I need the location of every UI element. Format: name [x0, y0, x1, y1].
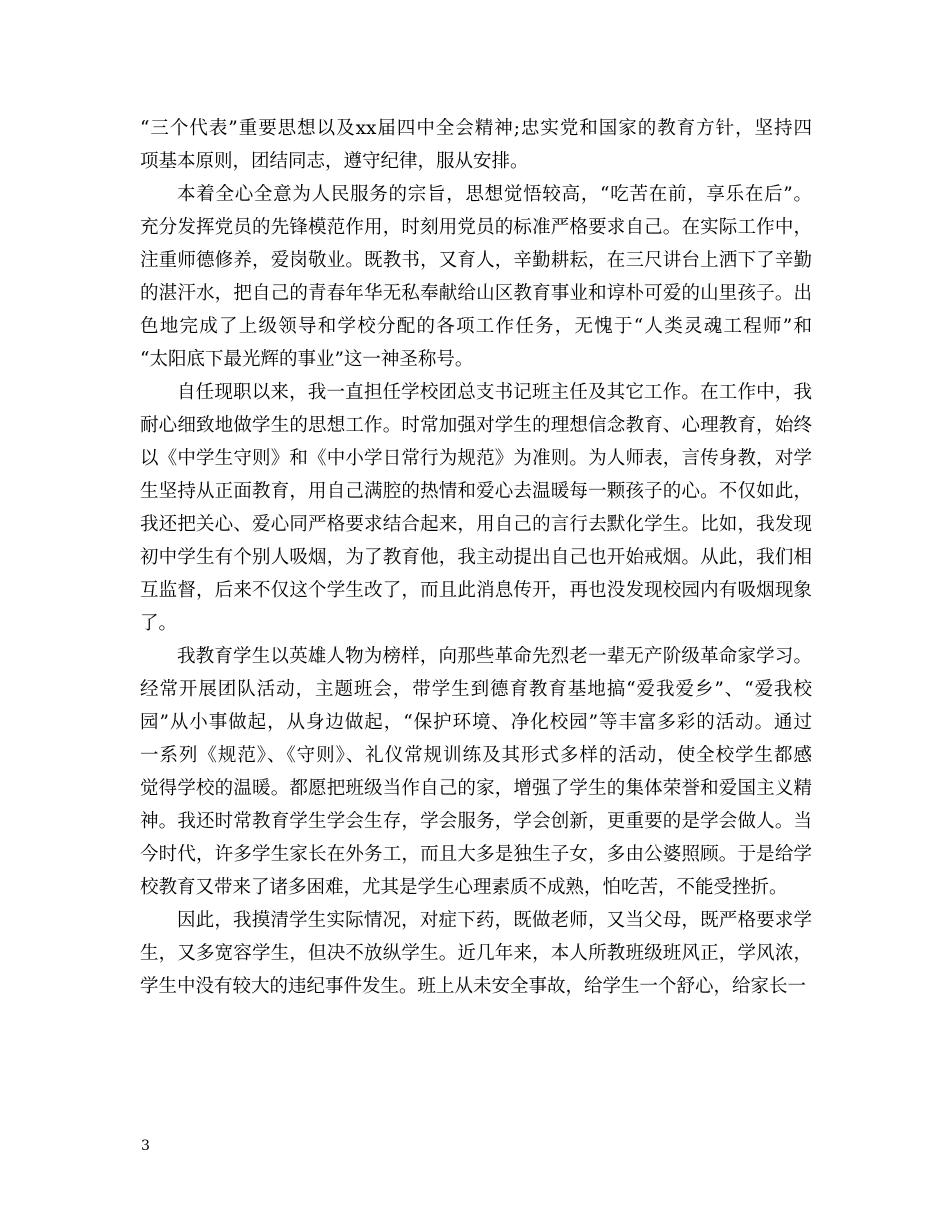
text-line: 觉得学校的温暖。都愿把班级当作自己的家，增强了学生的集体荣誉和爱国主义精: [140, 778, 812, 799]
text-line: 以《中学生守则》和《中小学日常行为规范》为准则。为人师表，言传身教，对学: [140, 448, 812, 469]
paragraph: [140, 112, 812, 178]
text-line: 一系列《规范》、《守则》、礼仪常规训练及其形式多样的活动，使全校学生都感: [140, 745, 812, 766]
text-line: 耐心细致地做学生的思想工作。时常加强对学生的理想信念教育、心理教育，始终: [140, 415, 812, 436]
text-line: 因此，我摸清学生实际情况，对症下药，既做老师，又当父母，既严格要求学: [177, 910, 812, 931]
text-line: 的湛汗水，把自己的青春年华无私奉献给山区教育事业和谆朴可爱的山里孩子。出: [140, 283, 812, 304]
text-line: 生坚持从正面教育，用自己满腔的热情和爱心去温暖每一颗孩子的心。不仅如此，: [140, 481, 812, 502]
text-line: 今时代，许多学生家长在外务工，而且大多是独生子女，多由公婆照顾。于是给学: [140, 844, 812, 865]
paragraph: [140, 178, 812, 376]
text-line: 注重师德修养，爱岗敬业。既教书，又育人，辛勤耕耘，在三尺讲台上洒下了辛勤: [140, 250, 812, 271]
document-body: [140, 112, 812, 1003]
text-line: 经常开展团队活动，主题班会，带学生到德育教育基地搞“爱我爱乡”、“爱我校: [140, 679, 812, 700]
text-line: “太阳底下最光辉的事业”这一神圣称号。: [140, 349, 474, 370]
text-line: 了。: [140, 613, 178, 634]
text-line: 生，又多宽容学生，但决不放纵学生。近几年来，本人所教班级班风正，学风浓，: [140, 943, 812, 964]
paragraph: [140, 904, 812, 1003]
text-line: 我教育学生以英雄人物为榜样，向那些革命先烈老一辈无产阶级革命家学习。: [177, 646, 812, 667]
text-line: 互监督，后来不仅这个学生改了，而且此消息传开，再也没发现校园内有吸烟现象: [140, 580, 812, 601]
text-line: 神。我还时常教育学生学会生存，学会服务，学会创新，更重要的是学会做人。当: [140, 811, 812, 832]
page-number: 3: [141, 1138, 150, 1154]
text-line: “三个代表”重要思想以及xx届四中全会精神;忠实党和国家的教育方针，坚持四: [140, 118, 812, 139]
text-line: 校教育又带来了诸多困难，尤其是学生心理素质不成熟，怕吃苦，不能受挫折。: [140, 877, 788, 898]
text-line: 我还把关心、爱心同严格要求结合起来，用自己的言行去默化学生。比如，我发现: [140, 514, 812, 535]
paragraph: [140, 376, 812, 640]
text-line: 充分发挥党员的先锋模范作用，时刻用党员的标准严格要求自己。在实际工作中，: [140, 217, 812, 238]
text-line: 自任现职以来，我一直担任学校团总支书记班主任及其它工作。在工作中，我: [177, 382, 812, 403]
text-line: 初中学生有个别人吸烟，为了教育他，我主动提出自己也开始戒烟。从此，我们相: [140, 547, 812, 568]
text-line: 本着全心全意为人民服务的宗旨，思想觉悟较高，“吃苦在前，享乐在后”。: [177, 184, 812, 205]
text-line: 园”从小事做起，从身边做起，“保护环境、净化校园”等丰富多彩的活动。通过: [140, 712, 812, 733]
paragraph: [140, 640, 812, 904]
text-line: 学生中没有较大的违纪事件发生。班上从未安全事故，给学生一个舒心，给家长一: [140, 976, 807, 997]
text-line: 色地完成了上级领导和学校分配的各项工作任务，无愧于“人类灵魂工程师”和: [140, 316, 812, 337]
text-line: 项基本原则，团结同志，遵守纪律，服从安排。: [140, 151, 529, 172]
